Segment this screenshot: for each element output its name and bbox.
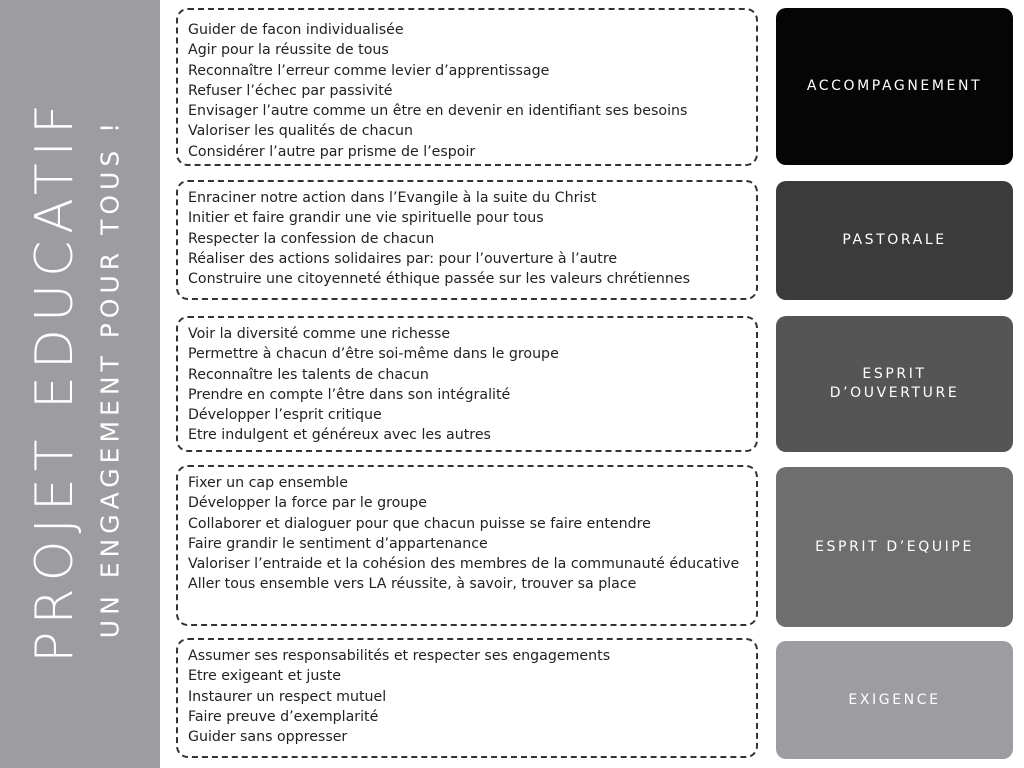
page-subtitle: UN ENGAGEMENT POUR TOUS ! — [95, 117, 125, 639]
list-item: Reconnaître l’erreur comme levier d’apprentissage — [188, 62, 550, 79]
list-item: Fixer un cap ensemble — [188, 475, 348, 491]
list-item: Guider sans oppresser — [188, 729, 348, 746]
list-item: Développer la force par le groupe — [188, 495, 428, 512]
list-item: Enraciner notre action dans l’Evangile à la suite du Christ — [188, 190, 597, 206]
section-items-box — [176, 465, 758, 626]
list-item: Faire grandir le sentiment d’appartenance — [188, 535, 488, 552]
list-item: Faire preuve d’exemplarité — [188, 708, 379, 725]
list-item: Etre indulgent et généreux avec les autres — [188, 427, 491, 444]
list-item: Voir la diversité comme une richesse — [188, 326, 451, 342]
section-label: ACCOMPAGNEMENT — [776, 8, 1013, 165]
list-item: Considérer l’autre par prisme de l’espoir — [188, 143, 476, 160]
list-item: Valoriser les qualités de chacun — [188, 123, 414, 140]
list-item: Guider de facon individualisée — [188, 22, 404, 38]
list-item: Permettre à chacun d’être soi-même dans le groupe — [188, 346, 559, 363]
list-item: Collaborer et dialoguer pour que chacun puisse se faire entendre — [188, 515, 651, 532]
list-item: Valoriser l’entraide et la cohésion des membres de la communauté éducative — [188, 556, 740, 573]
list-item: Respecter la confession de chacun — [188, 230, 435, 247]
section-items-box — [176, 316, 758, 452]
list-item: Etre exigeant et juste — [188, 668, 342, 685]
list-item: Reconnaître les talents de chacun — [188, 366, 429, 383]
section-label: ESPRIT D’EQUIPE — [776, 467, 1013, 627]
section-items-box — [176, 180, 758, 300]
section-items-box — [176, 8, 758, 166]
page-title: PROJET EDUCATIF — [25, 97, 85, 663]
section-label: PASTORALE — [776, 181, 1013, 300]
list-item: Agir pour la réussite de tous — [188, 42, 389, 59]
list-item: Envisager l’autre comme un être en devenir en identifiant ses besoins — [188, 103, 688, 120]
sidebar — [0, 0, 160, 768]
list-item: Réaliser des actions solidaires par: pour l’ouverture à l’autre — [188, 250, 618, 267]
list-item: Instaurer un respect mutuel — [188, 688, 387, 705]
list-item: Initier et faire grandir une vie spirituelle pour tous — [188, 210, 544, 227]
list-item: Refuser l’échec par passivité — [188, 82, 393, 99]
list-item: Prendre en compte l’être dans son intégralité — [188, 386, 511, 403]
list-item: Assumer ses responsabilités et respecter ses engagements — [188, 648, 611, 664]
section-items-box — [176, 638, 758, 758]
section-label: ESPRIT D’OUVERTURE — [776, 316, 1013, 452]
list-item: Aller tous ensemble vers LA réussite, à savoir, trouver sa place — [188, 576, 637, 593]
list-item: Développer l’esprit critique — [188, 407, 382, 424]
section-label: EXIGENCE — [776, 641, 1013, 759]
list-item: Construire une citoyenneté éthique passée sur les valeurs chrétiennes — [188, 271, 690, 288]
